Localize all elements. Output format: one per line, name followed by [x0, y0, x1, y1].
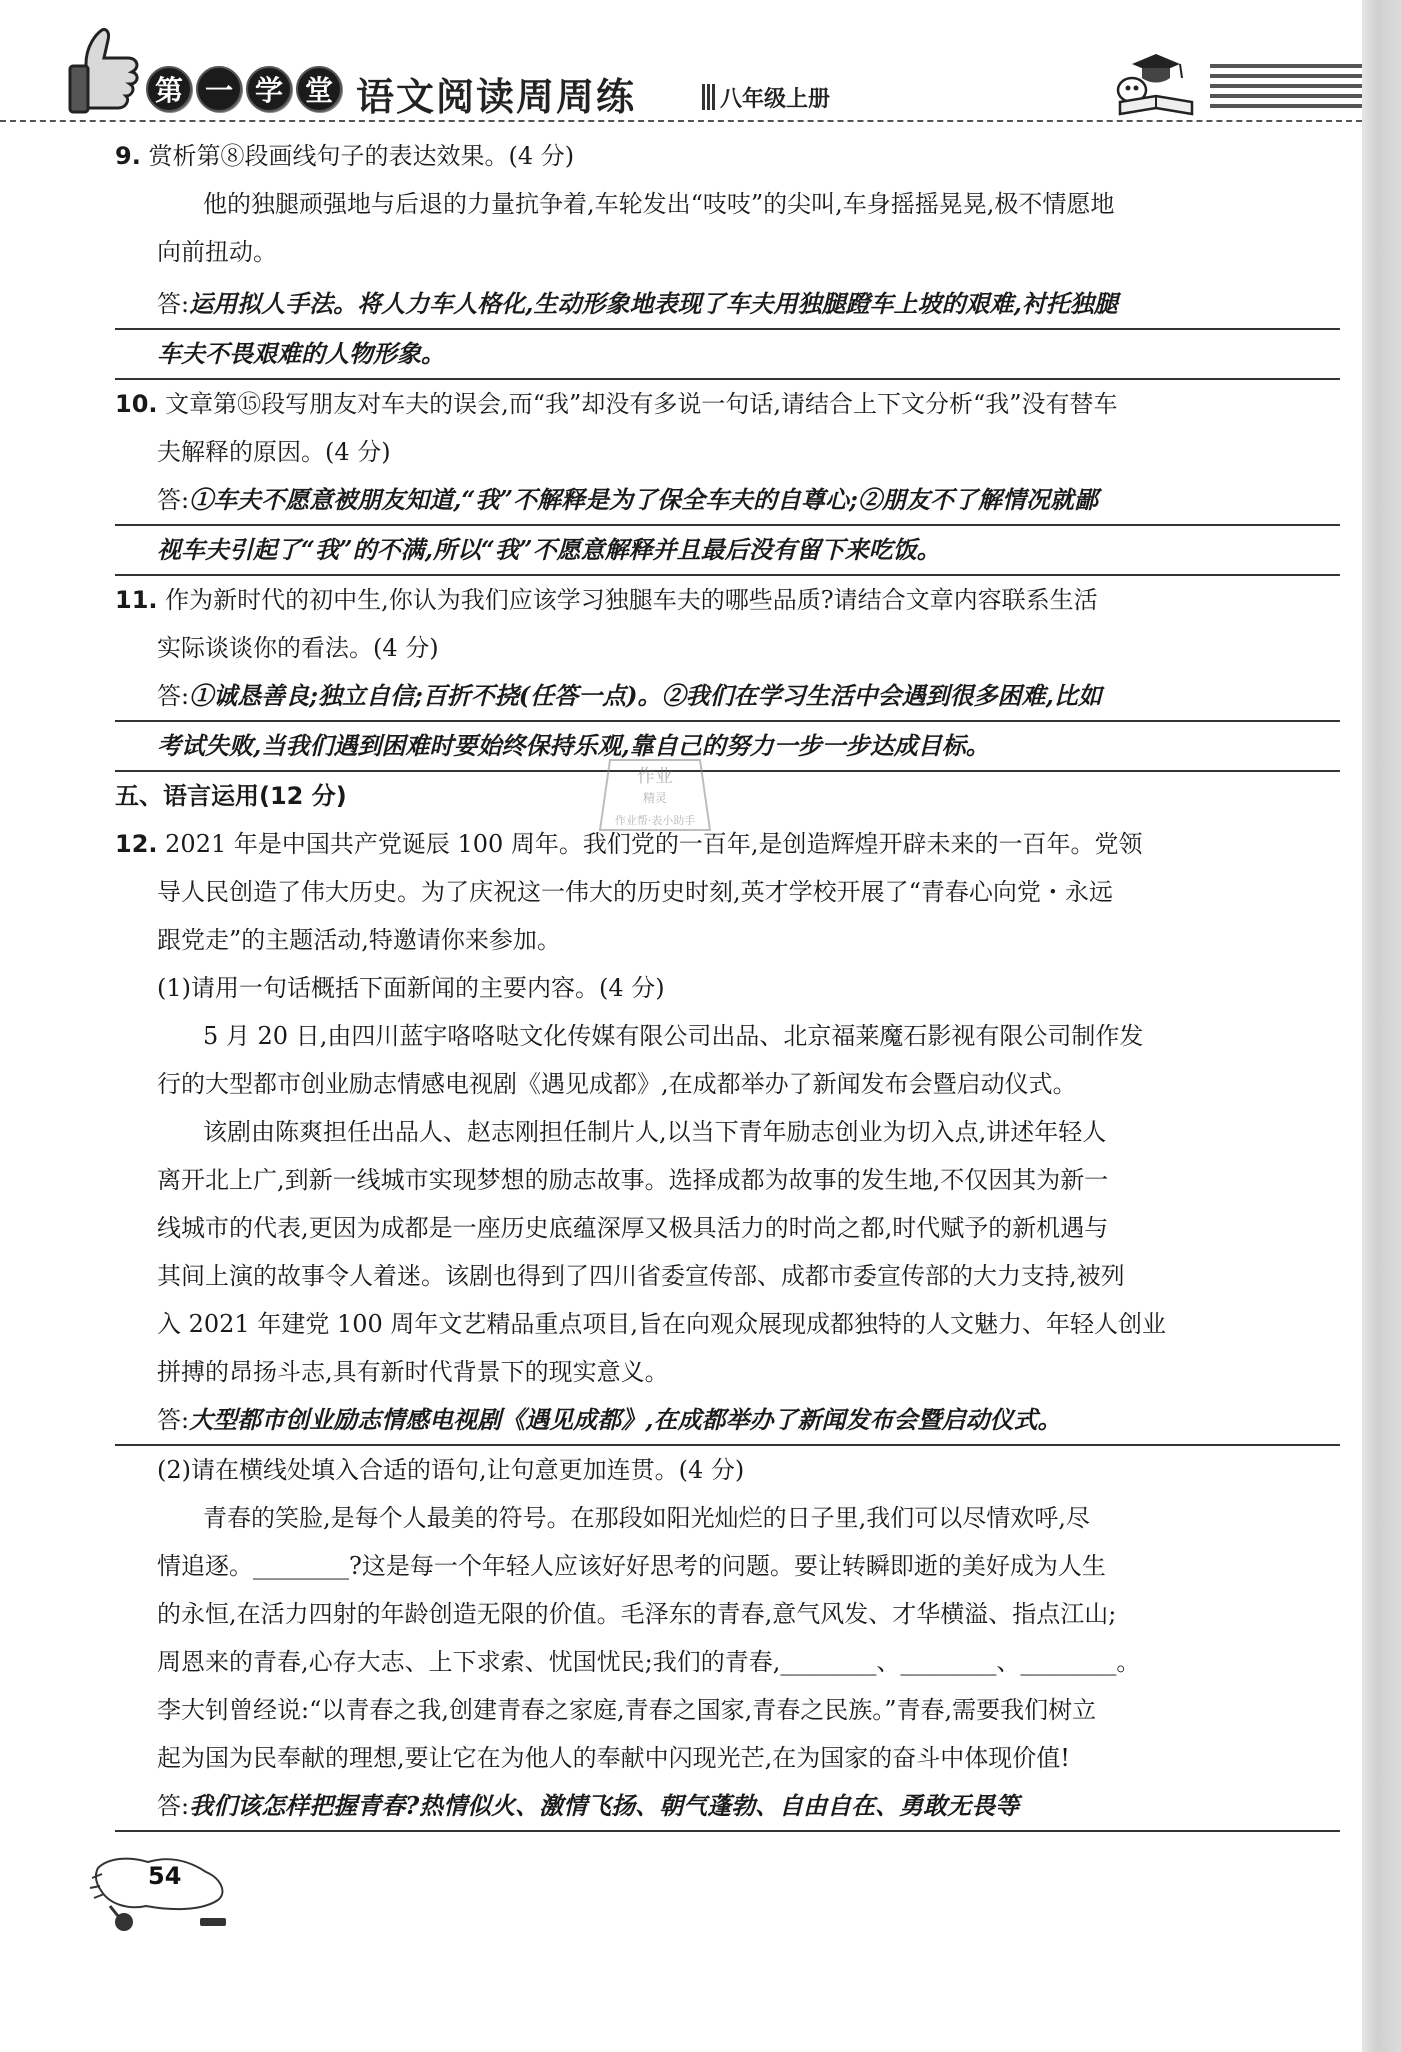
- passage-paragraph: 李大钊曾经说:“以青春之我,创建青春之家庭,青春之国家,青春之民族。”青春,需要我们树立: [157, 1696, 1097, 1724]
- answer-prefix: 答:: [157, 1792, 190, 1820]
- question-number: 12.: [115, 830, 158, 858]
- question-text: 2021 年是中国共产党诞辰 100 周年。我们党的一百年,是创造辉煌开辟未来的一百年。党领: [165, 830, 1143, 858]
- question-12-intro: 导人民创造了伟大历史。为了庆祝这一伟大的历史时刻,英才学校开展了“青春心向党・永远: [157, 878, 1113, 906]
- question-11-prompt: 实际谈谈你的看法。(4 分): [157, 634, 439, 662]
- stamp-line: 作业: [637, 766, 673, 787]
- brand-char: 学: [246, 66, 292, 112]
- watermark-stamp: [590, 740, 720, 840]
- question-number: 11.: [115, 586, 158, 614]
- news-paragraph: 入 2021 年建党 100 周年文艺精品重点项目,旨在向观众展现成都独特的人文魅力、年轻人创业: [157, 1310, 1167, 1338]
- answer-prefix: 答:: [157, 290, 190, 318]
- news-paragraph: 拼搏的昂扬斗志,具有新时代背景下的现实意义。: [157, 1358, 669, 1386]
- question-9-quote: 向前扭动。: [157, 238, 277, 266]
- graduate-book-icon: [1110, 50, 1200, 120]
- thumbs-up-icon: [66, 26, 144, 118]
- question-12-intro: 跟党走”的主题活动,特邀请你来参加。: [157, 926, 561, 954]
- answer-text: 运用拟人手法。将人力车人格化,生动形象地表现了车夫用独腿蹬车上坡的艰难,衬托独腿: [189, 289, 1118, 318]
- question-10-prompt: [115, 380, 1340, 428]
- section-title: 五、语言运用(12 分): [115, 782, 347, 810]
- question-9-answer: 车夫不畏艰难的人物形象。: [115, 330, 1340, 380]
- news-paragraph: 离开北上广,到新一线城市实现梦想的励志故事。选择成都为故事的发生地,不仅因其为新一: [157, 1166, 1109, 1194]
- news-paragraph: 其间上演的故事令人着迷。该剧也得到了四川省委宣传部、成都市委宣传部的大力支持,被列: [157, 1262, 1125, 1290]
- question-9-prompt: [115, 132, 1340, 180]
- question-number: 10.: [115, 390, 158, 418]
- question-text: 作为新时代的初中生,你认为我们应该学习独腿车夫的哪些品质?请结合文章内容联系生活: [165, 586, 1098, 614]
- question-11-prompt: [115, 576, 1340, 624]
- sub-question-1-prompt: (1)请用一句话概括下面新闻的主要内容。(4 分): [157, 974, 665, 1002]
- question-number: 9.: [115, 142, 141, 170]
- question-10-answer: [115, 476, 1340, 526]
- passage-paragraph: 情追逐。________?这是每一个年轻人应该好好思考的问题。要让转瞬即逝的美好成为人生: [157, 1552, 1106, 1580]
- news-paragraph: 线城市的代表,更因为成都是一座历史底蕴深厚又极具活力的时尚之都,时代赋予的新机遇与: [157, 1214, 1109, 1242]
- book-title: 语文阅读周周练: [356, 74, 637, 119]
- stamp-line: 作业帮·表小助手: [614, 814, 696, 827]
- answer-text: 大型都市创业励志情感电视剧《遇见成都》,在成都举办了新闻发布会暨启动仪式。: [189, 1405, 1062, 1434]
- sub-question-2-answer: [115, 1782, 1340, 1832]
- stamp-line: 精灵: [642, 791, 668, 805]
- news-paragraph: 行的大型都市创业励志情感电视剧《遇见成都》,在成都举办了新闻发布会暨启动仪式。: [157, 1070, 1077, 1098]
- question-9-quote: 他的独腿顽强地与后退的力量抗争着,车轮发出“吱吱”的尖叫,车身摇摇晃晃,极不情愿地: [203, 190, 1115, 218]
- grade-label: 八年级上册: [720, 87, 831, 112]
- question-12-prompt: [115, 820, 1340, 868]
- question-9-answer: [115, 280, 1340, 330]
- bars-icon: [702, 82, 716, 112]
- brand-char: 第: [146, 66, 192, 112]
- answer-text: ①车夫不愿意被朋友知道,“我”不解释是为了保全车夫的自尊心;②朋友不了解情况就鄙: [189, 485, 1098, 514]
- answer-prefix: 答:: [157, 486, 190, 514]
- page-content: [115, 132, 1340, 1832]
- brand-char: 一: [196, 66, 242, 112]
- brand-logo: [146, 66, 342, 112]
- page-header: [0, 0, 1362, 120]
- header-divider: [0, 120, 1362, 122]
- header-decor-lines: [1210, 64, 1362, 110]
- answer-prefix: 答:: [157, 1406, 190, 1434]
- answer-text: ①诚恳善良;独立自信;百折不挠(任答一点)。②我们在学习生活中会遇到很多困难,比如: [189, 681, 1102, 710]
- question-10-answer: 视车夫引起了“我”的不满,所以“我”不愿意解释并且最后没有留下来吃饭。: [115, 526, 1340, 576]
- news-paragraph: 该剧由陈爽担任出品人、赵志刚担任制片人,以当下青年励志创业为切入点,讲述年轻人: [203, 1118, 1107, 1146]
- sub-question-1-answer: [115, 1396, 1340, 1446]
- passage-paragraph: 起为国为民奉献的理想,要让它在为他人的奉献中闪现光芒,在为国家的奋斗中体现价值!: [157, 1744, 1070, 1772]
- page-number: 54: [148, 1862, 182, 1890]
- passage-paragraph: 的永恒,在活力四射的年龄创造无限的价值。毛泽东的青春,意气风发、才华横溢、指点江山;: [157, 1600, 1117, 1628]
- sub-question-2-prompt: (2)请在横线处填入合适的语句,让句意更加连贯。(4 分): [157, 1456, 745, 1484]
- question-10-prompt: 夫解释的原因。(4 分): [157, 438, 391, 466]
- news-paragraph: 5 月 20 日,由四川蓝宇咯咯哒文化传媒有限公司出品、北京福莱魔石影视有限公司制作发: [203, 1022, 1144, 1050]
- answer-prefix: 答:: [157, 682, 190, 710]
- question-11-answer: [115, 672, 1340, 722]
- answer-text: 我们该怎样把握青春?热情似火、激情飞扬、朝气蓬勃、自由自在、勇敢无畏等: [189, 1791, 1020, 1820]
- passage-paragraph: 周恩来的青春,心存大志、上下求索、忧国忧民;我们的青春,________、________、________。: [157, 1648, 1141, 1676]
- brand-char: 堂: [296, 66, 342, 112]
- question-11-answer: 考试失败,当我们遇到困难时要始终保持乐观,靠自己的努力一步一步达成目标。: [115, 722, 1340, 772]
- page-edge-shadow: [1362, 0, 1401, 2052]
- question-text: 赏析第⑧段画线句子的表达效果。(4 分): [148, 142, 575, 170]
- passage-paragraph: 青春的笑脸,是每个人最美的符号。在那段如阳光灿烂的日子里,我们可以尽情欢呼,尽: [203, 1504, 1090, 1532]
- question-text: 文章第⑮段写朋友对车夫的误会,而“我”却没有多说一句话,请结合上下文分析“我”没有替车: [165, 390, 1118, 418]
